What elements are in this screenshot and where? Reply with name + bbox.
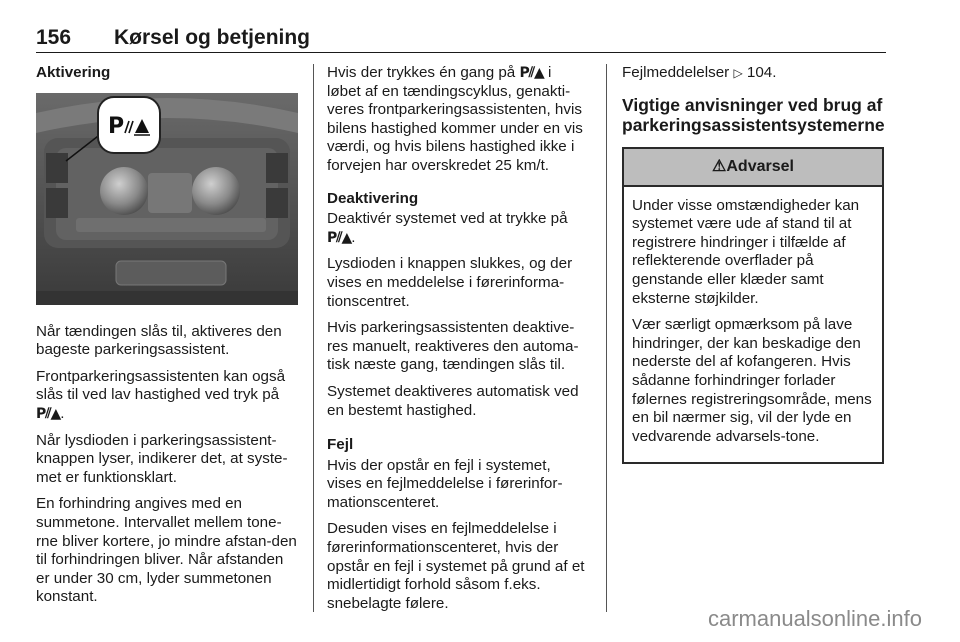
park-assist-icon: P⫽▲	[519, 65, 544, 81]
button-p-label: P	[108, 113, 125, 139]
paragraph: Vær særligt opmærksom på lave hindringer, der kan beskadige den nederste del af kofangeren. Hvis sådanne forhindringer forlader følernes registreringsområde, mens en bil nærmer sig, vil der lyde en vedvarende advarsels-tone.	[632, 316, 872, 445]
warning-header	[624, 149, 882, 187]
column-3	[622, 64, 884, 464]
right-knob	[192, 167, 240, 215]
paragraph: Hvis der opstår en fejl i systemet, vises en fejlmeddelelse i førerinfor-mationscenteret.	[327, 456, 563, 511]
paragraph: Under visse omstændigheder kan systemet være ude af stand til at registrere hindringer i tilfælde af reflekterende overflader på genstande eller klæder samt eksterne støjkilder.	[632, 196, 860, 307]
column-divider	[606, 64, 607, 612]
section-heading-fault: Fejl	[327, 436, 354, 454]
warning-title: Advarsel	[726, 157, 794, 175]
paragraph: Deaktivér systemet ved at trykke på P⫽▲.	[327, 210, 568, 246]
left-knob	[100, 167, 148, 215]
paragraph: Systemet deaktiveres automatisk ved en bestemt hastighed.	[327, 382, 579, 419]
park-assist-icon: P⫽▲	[36, 405, 61, 422]
warning-body	[624, 187, 882, 463]
paragraph: En forhindring angives med en summetone. Intervallet mellem tone-rne bliver kortere, jo mindre afstan-den til forhindringen bliver. Når afstanden er under 30 cm, lyder summetonen konstant.	[36, 495, 297, 606]
paragraph: Hvis parkeringsassistenten deaktive-res manuelt, reaktiveres den automa-tisk næste gang, tændingen slås til.	[327, 319, 579, 374]
section-heading-important: Vigtige anvisninger ved brug af parkeringsassistentsystemerne	[622, 94, 885, 135]
paragraph: Når lysdioden i parkeringsassistent-knappen lyser, indikerer det, at syste-met er funktionsklart.	[36, 431, 288, 486]
section-heading-activation: Aktivering	[36, 64, 111, 81]
paragraph: Desuden vises en fejlmeddelelse i førerinformationscenteret, hvis der opstår en fejl i systemet på grund af et midlertidigt forhold såsom f.eks. snebelagte følere.	[327, 520, 585, 612]
cross-reference: Fejlmeddelelser ▷ 104.	[622, 64, 777, 81]
dashboard-image	[36, 93, 298, 305]
paragraph: Hvis der trykkes én gang på P⫽▲ i løbet af en tændingscyklus, genakti-veres frontparkeringsassistenten, hvis bilens hastighed kommer under en vis værdi, og hvis bilens hastighed ikke i forvejen har overskredet 25 km/t.	[327, 64, 583, 174]
page-title: Kørsel og betjening	[114, 26, 311, 49]
column-2	[327, 64, 589, 621]
paragraph: Lysdioden i knappen slukkes, og der vises en meddelelse i førerinforma-tionscentret.	[327, 255, 573, 310]
paragraph: Når tændingen slås til, aktiveres den bageste parkeringsassistent.	[36, 322, 282, 359]
watermark: carmanualsonline.info	[707, 606, 922, 631]
page-number: 156	[36, 26, 72, 49]
section-heading-deactivation: Deaktivering	[327, 189, 419, 207]
reference-arrow-icon: ▷	[733, 66, 743, 80]
dashboard-illustration	[36, 93, 298, 305]
column-divider	[313, 64, 314, 612]
paragraph: Frontparkeringsassistenten kan også slås til ved lav hastighed ved tryk på P⫽▲.	[36, 367, 286, 422]
page-header	[36, 26, 886, 53]
park-assist-icon: P⫽▲	[327, 229, 352, 246]
warning-triangle-icon: ⚠	[712, 157, 727, 175]
column-1	[36, 64, 298, 615]
warning-box	[622, 147, 884, 465]
